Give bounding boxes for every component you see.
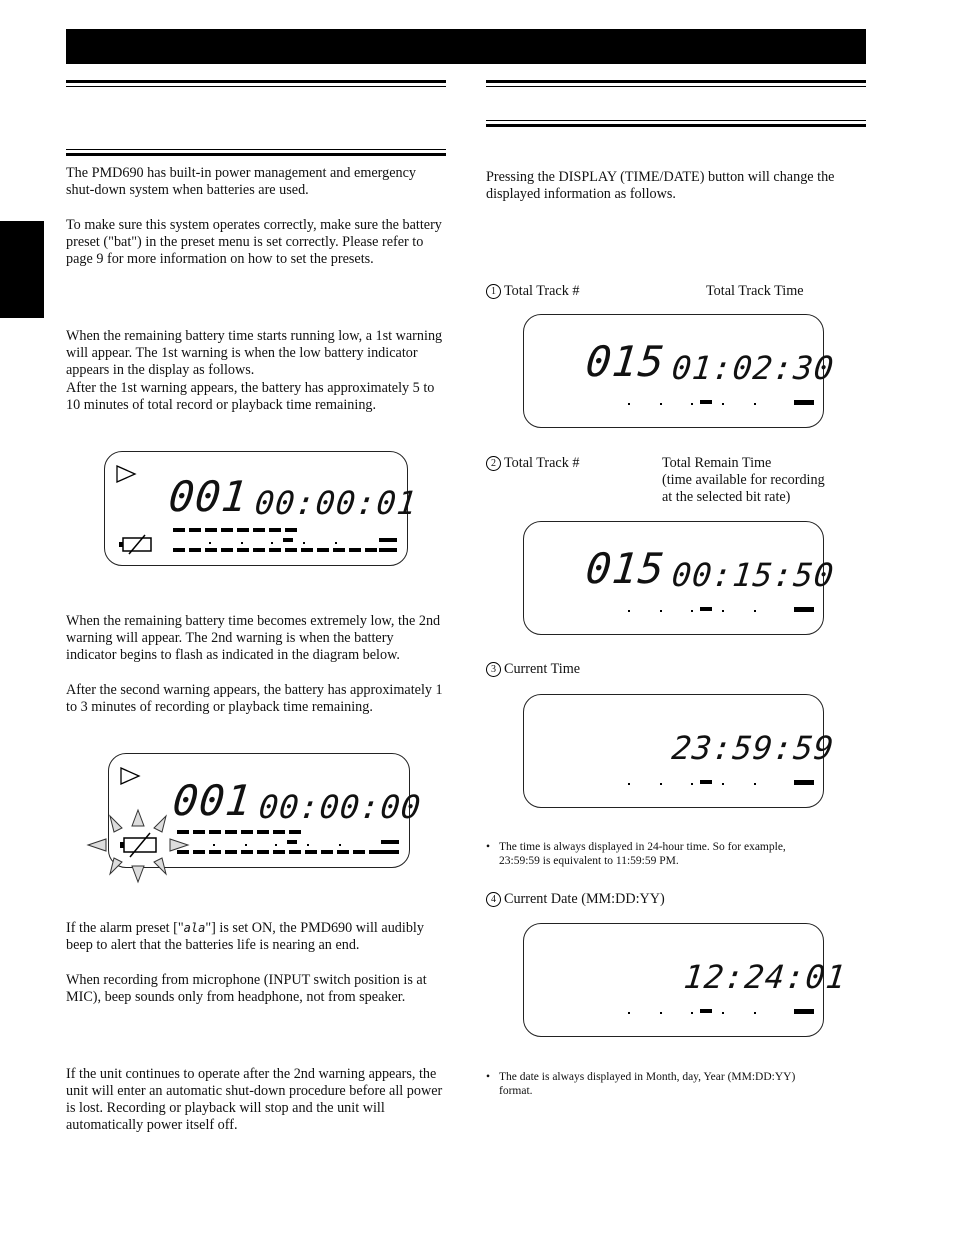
paragraph-second-warning-time: After the second warning appears, the battery has approximately 1 to 3 minutes of recording or playback time remaining. — [66, 682, 443, 715]
level-meter — [524, 602, 823, 616]
item2-number: 2 — [486, 456, 501, 471]
item3-number: 3 — [486, 662, 501, 677]
item2-label — [486, 455, 579, 472]
lcd-time: 00:15:50 — [670, 556, 837, 594]
alarm-text-post: "] is set ON, the PMD690 will audibly beep to alert that the batteries life is nearing an end. — [66, 920, 424, 953]
item3-label — [486, 661, 580, 678]
paragraph-second-warning: When the remaining battery time becomes extremely low, the 2nd warning will appear. The 2nd warning is when the battery indicator begins to flash as indicated in the diagram below. — [66, 613, 441, 663]
paragraph-shutdown: If the unit continues to operate after the 2nd warning appears, the unit will enter an automatic shut-down procedure before all power is lost. Recording or playback will stop and the unit will automatically power itself off. — [66, 1066, 443, 1133]
play-icon — [115, 464, 137, 484]
lcd-track-number: 015 — [583, 337, 668, 386]
lcd-current-time — [523, 694, 837, 808]
paragraph-alarm — [66, 920, 450, 954]
item4-label — [486, 891, 665, 908]
note-date-format: The date is always displayed in Month, day, Year (MM:DD:YY) — [499, 1071, 796, 1083]
item2-label2: Total Remain Time — [662, 455, 772, 471]
right-rule-section-thick — [486, 124, 866, 127]
item2-label4: at the selected bit rate) — [662, 489, 791, 505]
play-icon — [119, 766, 141, 786]
paragraph-display-intro: Pressing the DISPLAY (TIME/DATE) button will change the displayed information as follows. — [486, 169, 835, 202]
alarm-segment-text: ala — [183, 921, 206, 935]
lcd-date: 12:24:01 — [682, 958, 849, 996]
left-rule-section — [66, 149, 446, 150]
lcd-track-number: 015 — [583, 544, 668, 593]
right-rule-top-thin — [486, 86, 866, 87]
header-bar — [66, 29, 866, 64]
left-rule-top-thin — [66, 86, 446, 87]
item3-text: Current Time — [504, 661, 581, 677]
level-meter — [524, 395, 823, 409]
low-battery-icon — [117, 532, 157, 558]
paragraph-first-warning-time: After the 1st warning appears, the battery has approximately 5 to 10 minutes of total record or playback time remaining. — [66, 380, 435, 413]
paragraph-first-warning: When the remaining battery time starts running low, a 1st warning will appear. The 1st warning is when the low battery indicator appears in the display as follows. — [66, 328, 443, 378]
lcd-first-warning — [104, 451, 420, 566]
note-date-format-end: format. — [499, 1085, 533, 1097]
alarm-text-pre: If the alarm preset [" — [66, 920, 184, 936]
item1-label — [486, 283, 579, 300]
item2-text: Total Track # — [504, 455, 580, 471]
lcd-current-date — [523, 923, 849, 1037]
right-rule-top — [486, 80, 866, 83]
paragraph-battery-preset: To make sure this system operates correctly, make sure the battery preset ("bat") in the preset menu is set correctly. Please refer to page 9 for more information on how to set the presets. — [66, 217, 442, 267]
level-meter — [524, 775, 823, 789]
item1-text: Total Track # — [504, 283, 580, 299]
item1-number: 1 — [486, 284, 501, 299]
lcd-total-remain-time — [523, 521, 837, 635]
note-24-hour-example: 23:59:59 is equivalent to 11:59:59 PM. — [499, 855, 679, 867]
paragraph-mic-beep: When recording from microphone (INPUT switch position is at MIC), beep sounds only from headphone, not from speaker. — [66, 972, 427, 1005]
item2-label3: (time available for recording — [662, 472, 825, 488]
lcd-time: 01:02:30 — [670, 349, 837, 387]
right-rule-section — [486, 120, 866, 121]
bullet-dot: • — [486, 841, 491, 853]
lcd-track-number: 001 — [166, 472, 251, 521]
lcd-total-track-time — [523, 314, 837, 428]
lcd-time: 00:00:00 — [257, 788, 424, 826]
lcd-track-number: 001 — [170, 776, 255, 825]
section-tab — [0, 221, 44, 318]
item4-number: 4 — [486, 892, 501, 907]
lcd-time: 23:59:59 — [670, 729, 837, 767]
flashing-battery-icon — [86, 808, 190, 884]
bullet-dot: • — [486, 1071, 491, 1083]
paragraph-power-management: The PMD690 has built-in power management and emergency shut-down system when batteries are used. — [66, 165, 416, 198]
lcd-time: 00:00:01 — [253, 484, 420, 522]
note-24-hour: The time is always displayed in 24-hour time. So for example, — [499, 841, 786, 853]
item4-text: Current Date (MM:DD:YY) — [504, 891, 665, 907]
left-rule-top — [66, 80, 446, 83]
left-rule-section-thick — [66, 153, 446, 156]
level-meter — [524, 1004, 823, 1018]
item1-label2: Total Track Time — [706, 283, 804, 299]
